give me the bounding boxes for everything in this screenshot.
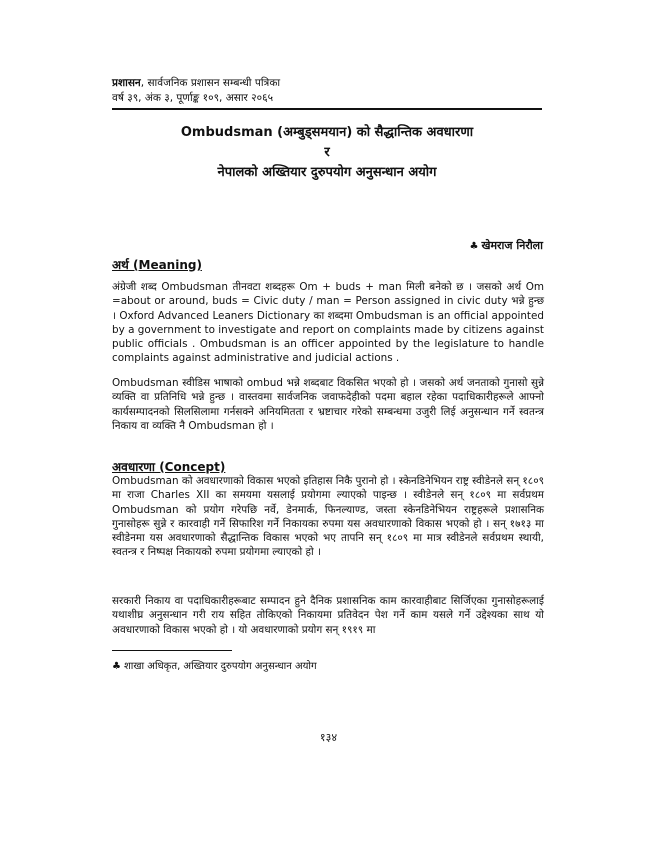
club-icon: ♣	[469, 241, 479, 252]
journal-name: प्रशासन	[112, 77, 141, 89]
page-number: १३४	[319, 731, 338, 744]
title-line-1: Ombudsman (अम्बुड्समयान) को सैद्धान्तिक अवधारणा	[180, 125, 474, 140]
concept-heading: अवधारणा (Concept)	[112, 460, 226, 474]
club-icon: ♣	[112, 661, 121, 672]
journal-header	[112, 76, 280, 106]
footnote-text: शाखा अधिकृत, अख्तियार दुरुपयोग अनुसन्धान अयोग	[123, 661, 317, 672]
meaning-paragraph-1: अंग्रेजी शब्द Ombudsman तीनवटा शब्दहरू Om + buds + man मिली बनेको छ । जसको अर्थ Om =about or around, buds = Civic duty / man = Person assigned in civic duty भन्ने हुन्छ । Oxford Advanced Leaners Dictionary का शब्दमा Ombudsman is an official appointed by a government to investigate and report on complaints made by citizens against public officials . Ombudsman is an officer appointed by the legislature to handle complaints against administrative and judicial actions .	[112, 281, 544, 365]
footnote-rule	[112, 650, 232, 651]
concept-paragraph-2: सरकारी निकाय वा पदाधिकारीहरूबाट सम्पादन हुने दैनिक प्रशासनिक काम कारवाहीबाट सिर्जिएका गुनासोहरूलाई यथाशीघ्र अनुसन्धान गरी राय सहित तोकिएको निकायमा प्रतिवेदन पेश गर्ने काम यसले गर्ने उद्देश्यका साथ यो अवधारणाको विकास भएको हो । यो अवधारणाको प्रयोग सन् १९१९ मा	[112, 595, 544, 636]
journal-subtitle: , सार्वजनिक प्रशासन सम्बन्धी पत्रिका	[140, 77, 281, 89]
concept-paragraph-1: Ombudsman को अवधारणाको विकास भएको इतिहास निकै पुरानो हो । स्केनडिनेभियन राष्ट्र स्वीडेनले सन् १८०९ मा राजा Charles XII का समयमा यसलाई प्रयोगमा ल्याएको पाइन्छ । स्वीडेनले सन् १८०९ मा सर्वप्रथम Ombudsman को प्रयोग गरेपछि नर्वे, डेनमार्क, फिनल्याण्ड, जस्ता स्केनडिनेभियन राष्ट्रहरूले प्रशासनिक गुनासोहरू सुन्ने र कारवाही गर्ने सिफारिश गर्ने निकायका रुपमा यस अवधारणाको विकास भएको हो । सन् १७१३ मा स्वीडेनमा यस अवधारणाको सैद्धान्तिक विकास भएको भए तापनि सन् १८०९ मा मात्र स्वीडेनले सर्वप्रथम स्थायी, स्वतन्त्र र निष्पक्ष निकायको रुपमा प्रयोगमा ल्याएको हो ।	[112, 475, 545, 559]
author-line	[470, 238, 544, 253]
header-rule	[112, 108, 542, 110]
footnote	[112, 658, 317, 672]
journal-issue: वर्ष ३९, अंक ३, पूर्णाङ्क १०९, असार २०६५	[112, 92, 274, 104]
meaning-heading: अर्थ (Meaning)	[112, 258, 202, 272]
author-name: खेमराज निरौला	[481, 239, 543, 252]
title-line-3: नेपालको अख्तियार दुरुपयोग अनुसन्धान अयोग	[217, 165, 437, 180]
meaning-paragraph-2: Ombudsman स्वीडिस भाषाको ombud भन्ने शब्दबाट विकसित भएको हो । जसको अर्थ जनताको गुनासो सुन्ने व्यक्ति वा प्रतिनिधि भन्ने हुन्छ । वास्तवमा सार्वजनिक जवाफदेहीको पदमा बहाल रहेका पदाधिकारीहरूले आफ्नो कार्यसम्पादनको सिलसिलामा गर्नसक्ने अनियमितता र भ्रष्टाचार गरेको सम्बन्धमा उजुरी लिई अनुसन्धान गर्ने स्वतन्त्र निकाय वा व्यक्ति नै Ombudsman हो ।	[112, 377, 544, 432]
title-line-2: र	[324, 145, 330, 160]
